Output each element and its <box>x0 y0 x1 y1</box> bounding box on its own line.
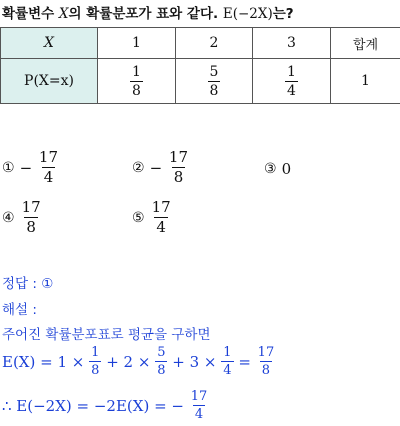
answer-label: 정답 : ① <box>2 276 54 292</box>
value-cell: 3 <box>253 28 331 59</box>
explain-label: 해설 : <box>2 302 37 318</box>
question-suffix: 는? <box>272 6 294 22</box>
choice-4[interactable]: ④ $\frac{17}{8}$ <box>2 198 41 236</box>
value-cell: 1 <box>98 28 176 59</box>
question-text <box>2 2 294 22</box>
value-cell: 2 <box>176 28 253 59</box>
header-label-cell: X <box>1 28 98 59</box>
total-label-cell: 합계 <box>331 28 400 59</box>
prob-cell: $\frac{5}{8}$ <box>176 59 253 104</box>
prob-label-cell: P(X=x) <box>1 59 98 104</box>
equation-answer: ∴ E(−2X) = −2E(X) = − $\frac{17}{4}$ <box>2 389 208 422</box>
table-prob-row <box>1 59 400 104</box>
question-expr: E(−2X) <box>222 6 273 22</box>
table-header-row <box>1 28 400 59</box>
prob-cell: $\frac{1}{4}$ <box>253 59 331 104</box>
prob-cell: $\frac{1}{8}$ <box>98 59 176 104</box>
total-cell: 1 <box>331 59 400 104</box>
choice-3[interactable]: ③ 0 <box>264 160 292 178</box>
question-prefix: 확률변수 <box>2 6 55 22</box>
question-middle: 의 확률분포가 표와 같다. <box>68 6 219 22</box>
choice-5[interactable]: ⑤ $\frac{17}{4}$ <box>132 198 171 236</box>
question-var: X <box>58 6 69 22</box>
equation-mean: E(X) = 1 × $\frac{1}{8}$ + 2 × $\frac{5}{8}$ + 3 × $\frac{1}{4}$ = $\frac{17}{8}$ <box>2 345 275 378</box>
choice-1[interactable]: ① − $\frac{17}{4}$ <box>2 148 59 186</box>
probability-table <box>0 27 400 104</box>
solution-line: 주어진 확률분포표로 평균을 구하면 <box>2 327 211 343</box>
choice-2[interactable]: ② − $\frac{17}{8}$ <box>132 148 189 186</box>
